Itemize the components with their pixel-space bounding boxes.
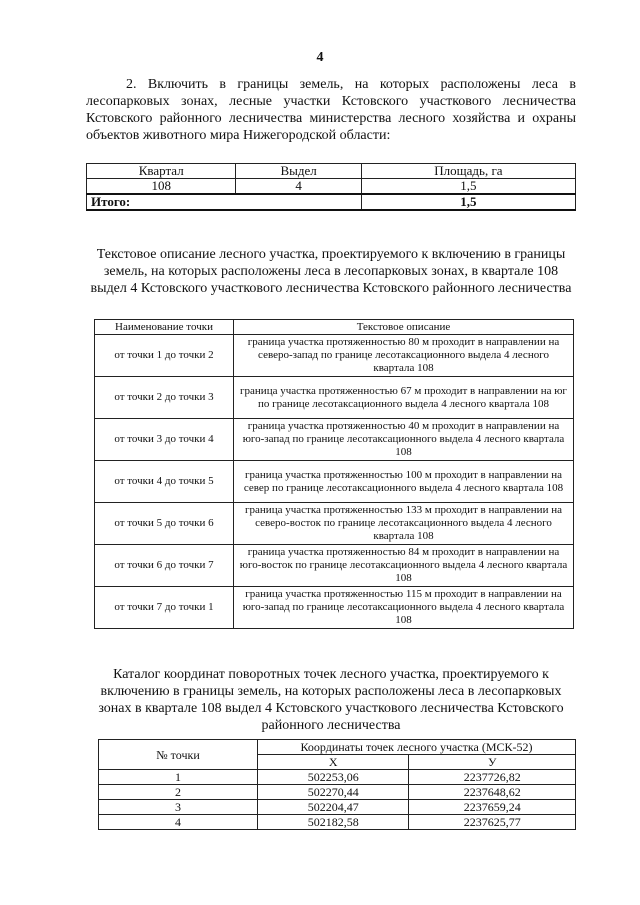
desc-cell: граница участка протяженностью 133 м проходит в направлении на северо-восток по границе лесотаксационного выдела 4 лесного квартала 108 [234, 503, 574, 545]
coordinates-table [98, 739, 576, 830]
point-cell: от точки 7 до точки 1 [95, 587, 234, 629]
header-text-desc: Текстовое описание [234, 320, 574, 335]
header-vydel: Выдел [236, 164, 361, 179]
total-row [87, 194, 576, 210]
plot-area-table [86, 163, 576, 211]
point-cell: от точки 5 до точки 6 [95, 503, 234, 545]
description-heading: Текстовое описание лесного участка, проектируемого к включению в границы земель, на которых расположены леса в лесопарковых зонах, в квартале 108 выдел 4 Кстовского участкового лесничества Кстовского районного лесничества [90, 247, 572, 296]
boundary-description-table [94, 319, 574, 629]
table-row [95, 545, 574, 587]
header-x: X [258, 755, 409, 770]
table-row [95, 335, 574, 377]
header-kvartal: Квартал [87, 164, 236, 179]
cell-x: 502204,47 [258, 800, 409, 815]
table-row [99, 800, 576, 815]
point-cell: от точки 6 до точки 7 [95, 545, 234, 587]
desc-cell: граница участка протяженностью 115 м проходит в направлении на юго-запад по границе лесотаксационного выдела 4 лесного квартала 108 [234, 587, 574, 629]
cell-y: 2237726,82 [409, 770, 576, 785]
cell-y: 2237648,62 [409, 785, 576, 800]
desc-cell: граница участка протяженностью 67 м проходит в направлении на юг по границе лесотаксационного выдела 4 лесного квартала 108 [234, 377, 574, 419]
header-coordinates: Координаты точек лесного участка (МСК-52) [258, 740, 576, 755]
table-row [95, 587, 574, 629]
desc-cell: граница участка протяженностью 40 м проходит в направлении на юго-запад по границе лесотаксационного выдела 4 лесного квартала 108 [234, 419, 574, 461]
desc-cell: граница участка протяженностью 100 м проходит в направлении на север по границе лесотаксационного выдела 4 лесного квартала 108 [234, 461, 574, 503]
header-y: У [409, 755, 576, 770]
cell-x: 502270,44 [258, 785, 409, 800]
table-row [95, 461, 574, 503]
cell-x: 502253,06 [258, 770, 409, 785]
table-row [99, 785, 576, 800]
header-point-number: № точки [99, 740, 258, 770]
point-cell: от точки 2 до точки 3 [95, 377, 234, 419]
cell-y: 2237659,24 [409, 800, 576, 815]
point-cell: от точки 3 до точки 4 [95, 419, 234, 461]
table-row [95, 377, 574, 419]
table-row [99, 770, 576, 785]
header-area: Площадь, га [361, 164, 575, 179]
cell-x: 502182,58 [258, 815, 409, 830]
cell-n: 1 [99, 770, 258, 785]
intro-paragraph: 2. Включить в границы земель, на которых расположены леса в лесопарковых зонах, лесные участки Кстовского участкового лесничества Кстовского районного лесничества министерства лесного хозяйства и охраны объектов животного мира Нижегородской области: [86, 77, 576, 143]
point-cell: от точки 4 до точки 5 [95, 461, 234, 503]
cell-y: 2237625,77 [409, 815, 576, 830]
desc-cell: граница участка протяженностью 80 м проходит в направлении на северо-запад по границе лесотаксационного выдела 4 лесного квартала 108 [234, 335, 574, 377]
total-value: 1,5 [361, 194, 575, 210]
table-row [87, 179, 576, 195]
header-point-name: Наименование точки [95, 320, 234, 335]
table-row [99, 815, 576, 830]
cell-kvartal: 108 [87, 179, 236, 195]
cell-vydel: 4 [236, 179, 361, 195]
point-cell: от точки 1 до точки 2 [95, 335, 234, 377]
table-row [95, 419, 574, 461]
table-row [95, 503, 574, 545]
cell-n: 3 [99, 800, 258, 815]
cell-n: 2 [99, 785, 258, 800]
cell-n: 4 [99, 815, 258, 830]
catalog-heading: Каталог координат поворотных точек лесного участка, проектируемого к включению в границы земель, на которых расположены леса в лесопарковых зонах в квартале 108 выдел 4 Кстовского участкового лесничества Кстовского районного лесничества [98, 667, 564, 733]
cell-area: 1,5 [361, 179, 575, 195]
desc-cell: граница участка протяженностью 84 м проходит в направлении на юго-восток по границе лесотаксационного выдела 4 лесного квартала 108 [234, 545, 574, 587]
page-number: 4 [316, 50, 324, 65]
total-label: Итого: [87, 194, 362, 210]
